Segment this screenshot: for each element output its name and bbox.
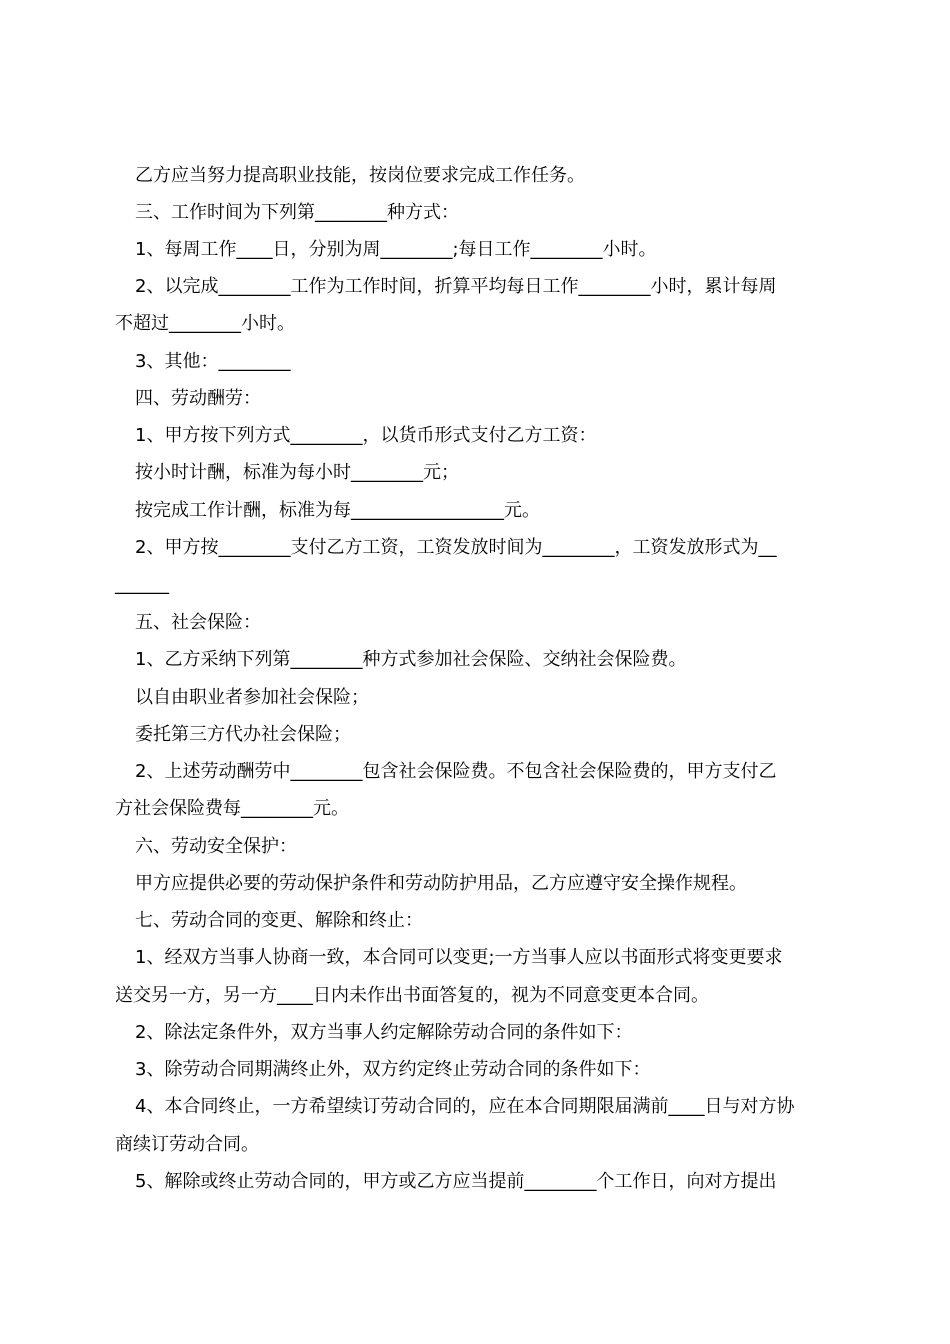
paragraph-line: 以自由职业者参加社会保险； xyxy=(135,687,369,708)
paragraph-line: 3、其他：________ xyxy=(135,351,291,372)
paragraph-line: 送交另一方，另一方____日内未作出书面答复的，视为不同意变更本合同。 xyxy=(115,985,709,1006)
paragraph-line: 4、本合同终止，一方希望续订劳动合同的，应在本合同期限届满前____日与对方协 xyxy=(135,1096,795,1117)
paragraph-line: 2、上述劳动酬劳中________包含社会保险费。不包含社会保险费的，甲方支付乙 xyxy=(135,761,777,782)
paragraph-line: ______ xyxy=(115,574,169,595)
paragraph-line: 按完成工作计酬，标准为每_________________元。 xyxy=(135,500,540,521)
section-heading: 四、劳动酬劳： xyxy=(135,388,261,409)
paragraph-line: 2、甲方按________支付乙方工资，工资发放时间为________，工资发放形式为__ xyxy=(135,537,777,558)
section-heading: 七、劳动合同的变更、解除和终止： xyxy=(135,910,423,931)
paragraph-line: 按小时计酬，标准为每小时________元； xyxy=(135,462,459,483)
paragraph-line: 甲方应提供必要的劳动保护条件和劳动防护用品，乙方应遵守安全操作规程。 xyxy=(135,873,747,894)
paragraph-line: 1、甲方按下列方式________，以货币形式支付乙方工资： xyxy=(135,425,597,446)
paragraph-line: 方社会保险费每________元。 xyxy=(115,798,349,819)
paragraph-line: 1、每周工作____日，分别为周________;每日工作________小时。 xyxy=(135,239,657,260)
section-heading: 五、社会保险： xyxy=(135,612,261,633)
paragraph-line: 不超过________小时。 xyxy=(115,313,295,334)
paragraph-line: 乙方应当努力提高职业技能，按岗位要求完成工作任务。 xyxy=(135,165,585,186)
paragraph-line: 3、除劳动合同期满终止外，双方约定终止劳动合同的条件如下： xyxy=(135,1059,651,1080)
section-heading: 六、劳动安全保护： xyxy=(135,836,297,857)
paragraph-line: 2、以完成________工作为工作时间，折算平均每日工作________小时，累计每周 xyxy=(135,276,777,297)
paragraph-line: 2、除法定条件外，双方当事人约定解除劳动合同的条件如下： xyxy=(135,1022,633,1043)
paragraph-line: 1、经双方当事人协商一致，本合同可以变更;一方当事人应以书面形式将变更要求 xyxy=(135,947,783,968)
paragraph-line: 5、解除或终止劳动合同的，甲方或乙方应当提前________个工作日，向对方提出 xyxy=(135,1171,777,1192)
paragraph-line: 1、乙方采纳下列第________种方式参加社会保险、交纳社会保险费。 xyxy=(135,649,687,670)
section-heading: 三、工作时间为下列第________种方式： xyxy=(135,202,459,223)
paragraph-line: 商续订劳动合同。 xyxy=(115,1134,259,1155)
paragraph-line: 委托第三方代办社会保险； xyxy=(135,724,351,745)
